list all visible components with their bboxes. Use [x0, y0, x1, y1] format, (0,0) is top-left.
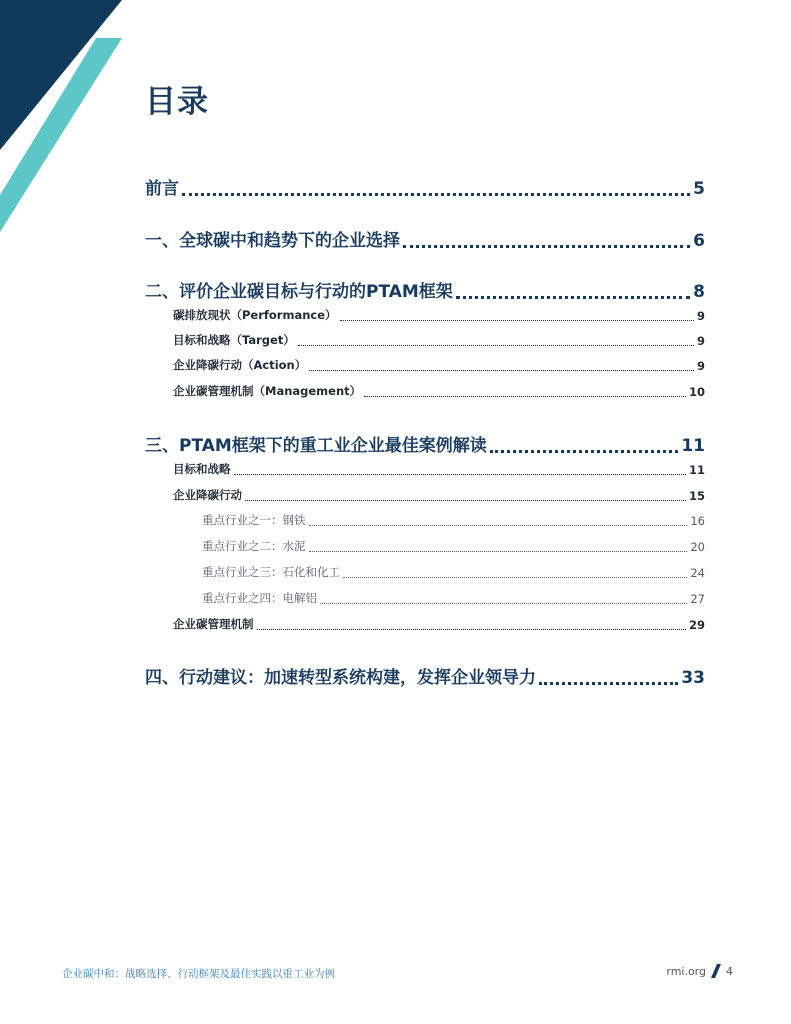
footer-site-info — [666, 964, 733, 978]
toc-entry-page: 6 — [693, 231, 705, 251]
toc-entry-label: 一、全球碳中和趋势下的企业选择 — [145, 231, 400, 251]
toc-entry-page: 9 — [696, 309, 705, 323]
leader-dots — [234, 463, 686, 476]
toc-entry-page: 11 — [688, 463, 705, 477]
toc-entry-label: 重点行业之二：水泥 — [202, 539, 306, 553]
leader-dots — [364, 385, 686, 398]
toc-entry-label: 碳排放现状（Performance） — [173, 308, 337, 322]
toc-entry-page: 8 — [693, 282, 705, 302]
leader-dots — [456, 279, 690, 299]
toc-entry-label: 四、行动建议：加速转型系统构建，发挥企业领导力 — [145, 668, 536, 688]
toc-entry-page: 9 — [696, 359, 705, 373]
toc-entry-label: 企业碳管理机制（Management） — [173, 384, 362, 398]
toc-entry-label: 企业碳管理机制 — [173, 617, 254, 631]
leader-dots — [182, 176, 690, 196]
toc-entry-label: 企业降碳行动（Action） — [173, 358, 307, 372]
toc-entry-page: 10 — [688, 385, 705, 399]
footer-site-link[interactable]: rmi.org — [666, 964, 706, 978]
page-title: 目录 — [145, 84, 209, 120]
toc-subentry[interactable] — [173, 357, 705, 373]
footer-report-title: 企业碳中和：战略选择、行动框架及最佳实践以重工业为例 — [62, 968, 335, 980]
toc-entry-page: 15 — [688, 489, 705, 503]
toc-entry-page: 27 — [690, 592, 705, 606]
toc-entry[interactable] — [145, 226, 705, 251]
toc-entry[interactable] — [145, 277, 705, 302]
toc-entry-label: 重点行业之一：钢铁 — [202, 513, 306, 527]
leader-dots — [309, 514, 688, 527]
leader-dots — [245, 489, 686, 502]
leader-dots — [298, 334, 694, 347]
leader-dots — [309, 540, 688, 553]
leader-dots — [403, 228, 690, 248]
toc-entry-page: 29 — [688, 618, 705, 632]
corner-decoration — [0, 0, 140, 240]
toc-entry[interactable] — [145, 663, 705, 688]
toc-subsubentry[interactable] — [202, 512, 705, 528]
toc-subentry[interactable] — [173, 616, 705, 632]
leader-dots — [490, 433, 679, 453]
toc-subentry[interactable] — [173, 332, 705, 348]
leader-dots — [539, 665, 678, 685]
toc-entry-page: 16 — [690, 514, 705, 528]
toc-entry-label: 重点行业之四：电解铝 — [202, 591, 317, 605]
leader-dots — [343, 566, 687, 579]
toc-entry-label: 三、PTAM框架下的重工业企业最佳案例解读 — [145, 436, 487, 456]
toc-entry-label: 企业降碳行动 — [173, 488, 242, 502]
leader-dots — [257, 618, 686, 631]
toc-entry-label: 前言 — [145, 179, 179, 199]
toc-entry-page: 11 — [681, 436, 705, 456]
toc-entry[interactable] — [145, 431, 705, 456]
toc-entry-page: 33 — [681, 668, 705, 688]
toc-entry-label: 二、评价企业碳目标与行动的PTAM框架 — [145, 282, 453, 302]
toc-entry-page: 20 — [690, 540, 705, 554]
toc-entry-label: 重点行业之三：石化和化工 — [202, 565, 340, 579]
toc-subsubentry[interactable] — [202, 538, 705, 554]
leader-dots — [340, 309, 694, 322]
toc-subsubentry[interactable] — [202, 590, 705, 606]
footer-page-number: 4 — [726, 964, 733, 978]
toc-entry[interactable] — [145, 174, 705, 199]
toc-entry-page: 5 — [693, 179, 705, 199]
toc-subsubentry[interactable] — [202, 564, 705, 580]
toc-entry-page: 9 — [696, 334, 705, 348]
toc-entry-label: 目标和战略（Target） — [173, 333, 295, 347]
toc-subentry[interactable] — [173, 307, 705, 323]
leader-dots — [309, 359, 694, 372]
toc-subentry[interactable] — [173, 461, 705, 477]
toc-entry-page: 24 — [690, 566, 705, 580]
toc-subentry[interactable] — [173, 383, 705, 399]
leader-dots — [320, 592, 687, 605]
toc-entry-label: 目标和战略 — [173, 462, 231, 476]
slash-divider-icon — [710, 964, 722, 978]
toc-subentry[interactable] — [173, 487, 705, 503]
